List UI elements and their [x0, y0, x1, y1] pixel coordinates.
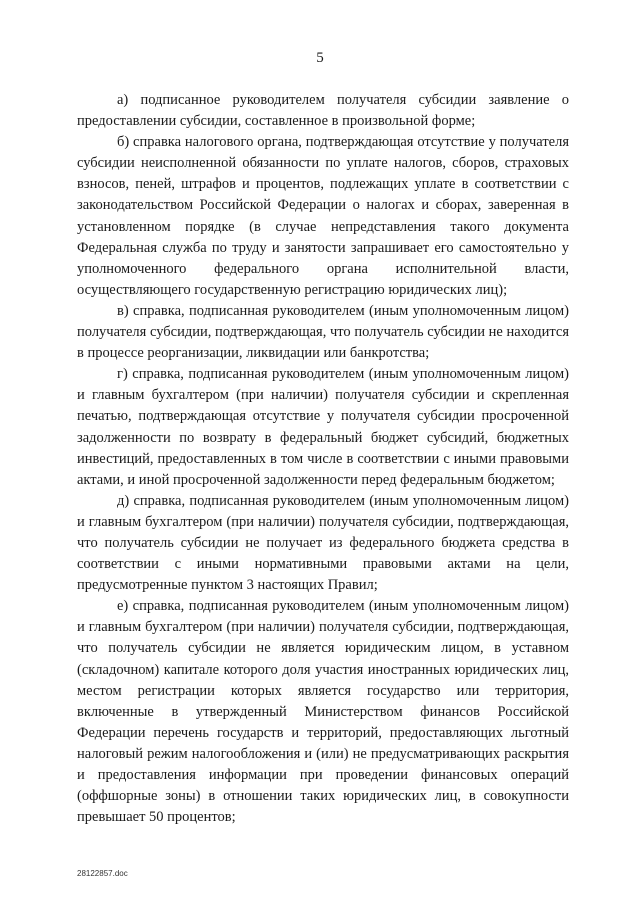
paragraph-g: г) справка, подписанная руководителем (иным уполномоченным лицом) и главным бухгалтером (при наличии) получателя субсидии и скрепленная печатью, подтверждающая отсутствие у получателя субсидии просроченной задолженности по возврату в федеральный бюджет субсидий, бюджетных инвестиций, предоставленных в том числе в соответствии с иными правовыми актами, и иной просроченной задолженности перед федеральным бюджетом;: [77, 366, 569, 488]
paragraph-a: а) подписанное руководителем получателя субсидии заявление о предоставлении субсидии, составленное в произвольной форме;: [77, 92, 569, 130]
paragraph-v: в) справка, подписанная руководителем (иным уполномоченным лицом) получателя субсидии, подтверждающая, что получатель субсидии не находится в процессе реорганизации, ликвидации или банкротства;: [77, 302, 569, 362]
paragraph-d: д) справка, подписанная руководителем (иным уполномоченным лицом) и главным бухгалтером (при наличии) получателя субсидии, подтверждающая, что получатель субсидии не получает из федерального бюджета средства в соответствии с иными нормативными правовыми актами на цели, предусмотренные пунктом 3 настоящих Правил;: [77, 492, 569, 594]
document-body: [77, 90, 569, 828]
footer-doc-code: 28122857.doc: [77, 869, 128, 878]
paragraph-e: е) справка, подписанная руководителем (иным уполномоченным лицом) и главным бухгалтером (при наличии) получателя субсидии, подтверждающая, что получатель субсидии не является юридическим лицом, в уставном (складочном) капитале которого доля участия иностранных юридических лиц, местом регистрации которых является государство или территория, включенные в утвержденный Министерством финансов Российской Федерации перечень государств и территорий, предоставляющих льготный налоговый режим налогообложения и (или) не предусматривающих раскрытия и предоставления информации при проведении финансовых операций (оффшорные зоны) в отношении таких юридических лиц, в совокупности превышает 50 процентов;: [77, 598, 569, 826]
page-number: 5: [316, 50, 324, 66]
paragraph-b: б) справка налогового органа, подтверждающая отсутствие у получателя субсидии неисполненной обязанности по уплате налогов, сборов, страховых взносов, пеней, штрафов и процентов, подлежащих уплате в соответствии с законодательством Российской Федерации о налогах и сборах, заверенная в установленном порядке (в случае непредставления такого документа Федеральная служба по труду и занятости запрашивает его самостоятельно у уполномоченного федерального органа исполнительной власти, осуществляющего государственную регистрацию юридических лиц);: [77, 134, 569, 298]
